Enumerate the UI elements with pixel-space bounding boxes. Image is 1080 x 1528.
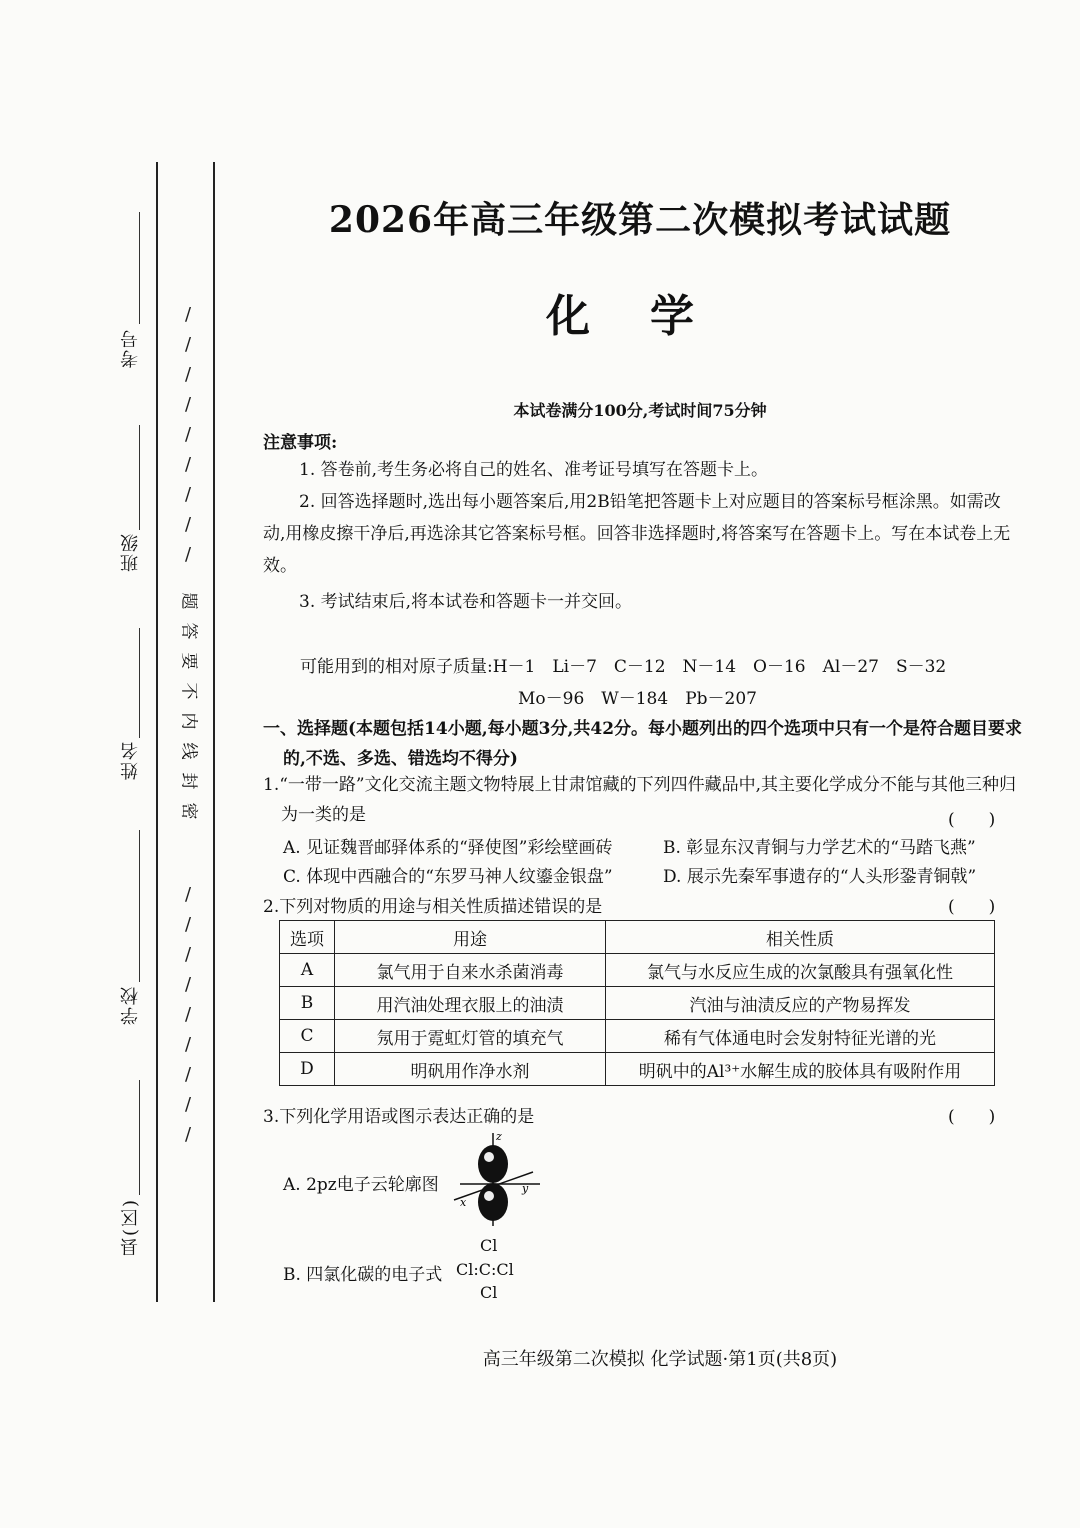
- note-item: 3. 考试结束后,将本试卷和答题卡一并交回。: [299, 592, 633, 612]
- question-1-stem: 1.“一带一路”文化交流主题文物特展上甘肃馆藏的下列四件藏品中,其主要化学成分不能与其他三种归为一类的是: [263, 775, 1017, 825]
- label-name: 姓名: [120, 740, 141, 780]
- table-row: [280, 1020, 995, 1053]
- table-header: 相关性质: [606, 921, 995, 954]
- table-cell: 汽油与油渍反应的产物易挥发: [606, 987, 995, 1020]
- q1-option-c[interactable]: C. 体现中西融合的“东罗马神人纹鎏金银盘”: [283, 867, 613, 887]
- q2-table: [279, 920, 995, 1086]
- q1-option-b[interactable]: B. 彰显东汉青铜与力学艺术的“马踏飞燕”: [663, 838, 976, 858]
- table-cell: A: [280, 954, 335, 987]
- ccl4-middle: Cl:C:Cl: [456, 1260, 514, 1279]
- table-cell: 稀有气体通电时会发射特征光谱的光: [606, 1020, 995, 1053]
- seal-slashes-bottom: / / / / / / / / /: [184, 884, 192, 1145]
- q3-option-a[interactable]: A. 2pz电子云轮廓图: [283, 1175, 439, 1195]
- seal-char: 封: [178, 772, 198, 790]
- subject-title: 化学: [546, 291, 754, 342]
- table-cell: B: [280, 987, 335, 1020]
- label-school: 学校: [120, 985, 141, 1025]
- page-title: 2026年高三年级第二次模拟考试试题: [328, 199, 952, 241]
- seal-char: 要: [178, 652, 198, 670]
- atomic-masses-line1: 可能用到的相对原子质量:H－1 Li－7 C－12 N－14 O－16 Al－27 S－32: [300, 657, 947, 677]
- q1-option-a[interactable]: A. 见证魏晋邮驿体系的“驿使图”彩绘壁画砖: [283, 838, 613, 858]
- class-blank[interactable]: [139, 425, 140, 530]
- ccl4-bottom: Cl: [480, 1283, 498, 1302]
- section-title: [263, 714, 1023, 774]
- atomic-masses-line2: Mo－96 W－184 Pb－207: [518, 689, 757, 709]
- seal-slashes-top: / / / / / / / / /: [184, 304, 192, 565]
- orbital-diagram: [448, 1128, 548, 1228]
- seal-char: 答: [178, 622, 198, 640]
- section-title-text: 一、选择题(本题包括14小题,每小题3分,共42分。每小题列出的四个选项中只有一个是符合题目要求的,不选、多选、错选均不得分): [263, 719, 1023, 769]
- exam-number-blank[interactable]: [139, 212, 140, 324]
- answer-paren[interactable]: ( ): [948, 1107, 996, 1127]
- table-header: 用途: [335, 921, 606, 954]
- school-blank[interactable]: [139, 830, 140, 982]
- label-county: 县(区): [120, 1198, 141, 1257]
- table-header: 选项: [280, 921, 335, 954]
- table-header-row: [280, 921, 995, 954]
- axis-z-label: z: [496, 1130, 502, 1143]
- seal-char: 题: [178, 592, 198, 610]
- seal-char: 内: [178, 712, 198, 730]
- axis-x-label: x: [460, 1196, 467, 1209]
- table-cell: 明矾用作净水剂: [335, 1053, 606, 1086]
- seal-char: 不: [178, 682, 198, 700]
- margin-line-left: [156, 162, 158, 1302]
- axis-y-label: y: [522, 1182, 529, 1195]
- label-class: 班级: [120, 532, 141, 572]
- seal-text: [176, 586, 200, 826]
- table-cell: D: [280, 1053, 335, 1086]
- answer-paren[interactable]: ( ): [948, 810, 996, 830]
- question-2-stem: 2.下列对物质的用途与相关性质描述错误的是: [263, 897, 603, 917]
- ccl4-top: Cl: [480, 1236, 498, 1255]
- seal-char: 线: [178, 742, 198, 760]
- note-item: 2. 回答选择题时,选出每小题答案后,用2B铅笔把答题卡上对应题目的答案标号框涂黑。如需改动,用橡皮擦干净后,再选涂其它答案标号框。回答非选择题时,将答案写在答题卡上。写在本试卷上无效。: [263, 492, 1011, 576]
- table-row: [280, 1053, 995, 1086]
- q1-option-d[interactable]: D. 展示先秦军事遗存的“人头形銎青铜戟”: [663, 867, 977, 887]
- name-blank[interactable]: [139, 628, 140, 738]
- exam-info: 本试卷满分100分,考试时间75分钟: [513, 401, 767, 420]
- notes-heading: 注意事项:: [263, 433, 338, 453]
- question-3-stem: 3.下列化学用语或图示表达正确的是: [263, 1107, 535, 1127]
- margin-line-right: [213, 162, 215, 1302]
- label-exam-number: 考号: [120, 328, 141, 368]
- seal-char: 密: [178, 802, 198, 820]
- table-cell: 明矾中的Al³⁺水解生成的胶体具有吸附作用: [606, 1053, 995, 1086]
- answer-paren[interactable]: ( ): [948, 897, 996, 917]
- table-cell: 氯气与水反应生成的次氯酸具有强氧化性: [606, 954, 995, 987]
- q3-option-b[interactable]: B. 四氯化碳的电子式: [283, 1265, 443, 1285]
- table-cell: 氯气用于自来水杀菌消毒: [335, 954, 606, 987]
- table-cell: 用汽油处理衣服上的油渍: [335, 987, 606, 1020]
- county-blank[interactable]: [139, 1080, 140, 1195]
- table-cell: C: [280, 1020, 335, 1053]
- table-row: [280, 987, 995, 1020]
- table-row: [280, 954, 995, 987]
- table-cell: 氖用于霓虹灯管的填充气: [335, 1020, 606, 1053]
- note-item: 1. 答卷前,考生务必将自己的姓名、准考证号填写在答题卡上。: [299, 460, 769, 480]
- page-footer: 高三年级第二次模拟 化学试题·第1页(共8页): [482, 1349, 838, 1370]
